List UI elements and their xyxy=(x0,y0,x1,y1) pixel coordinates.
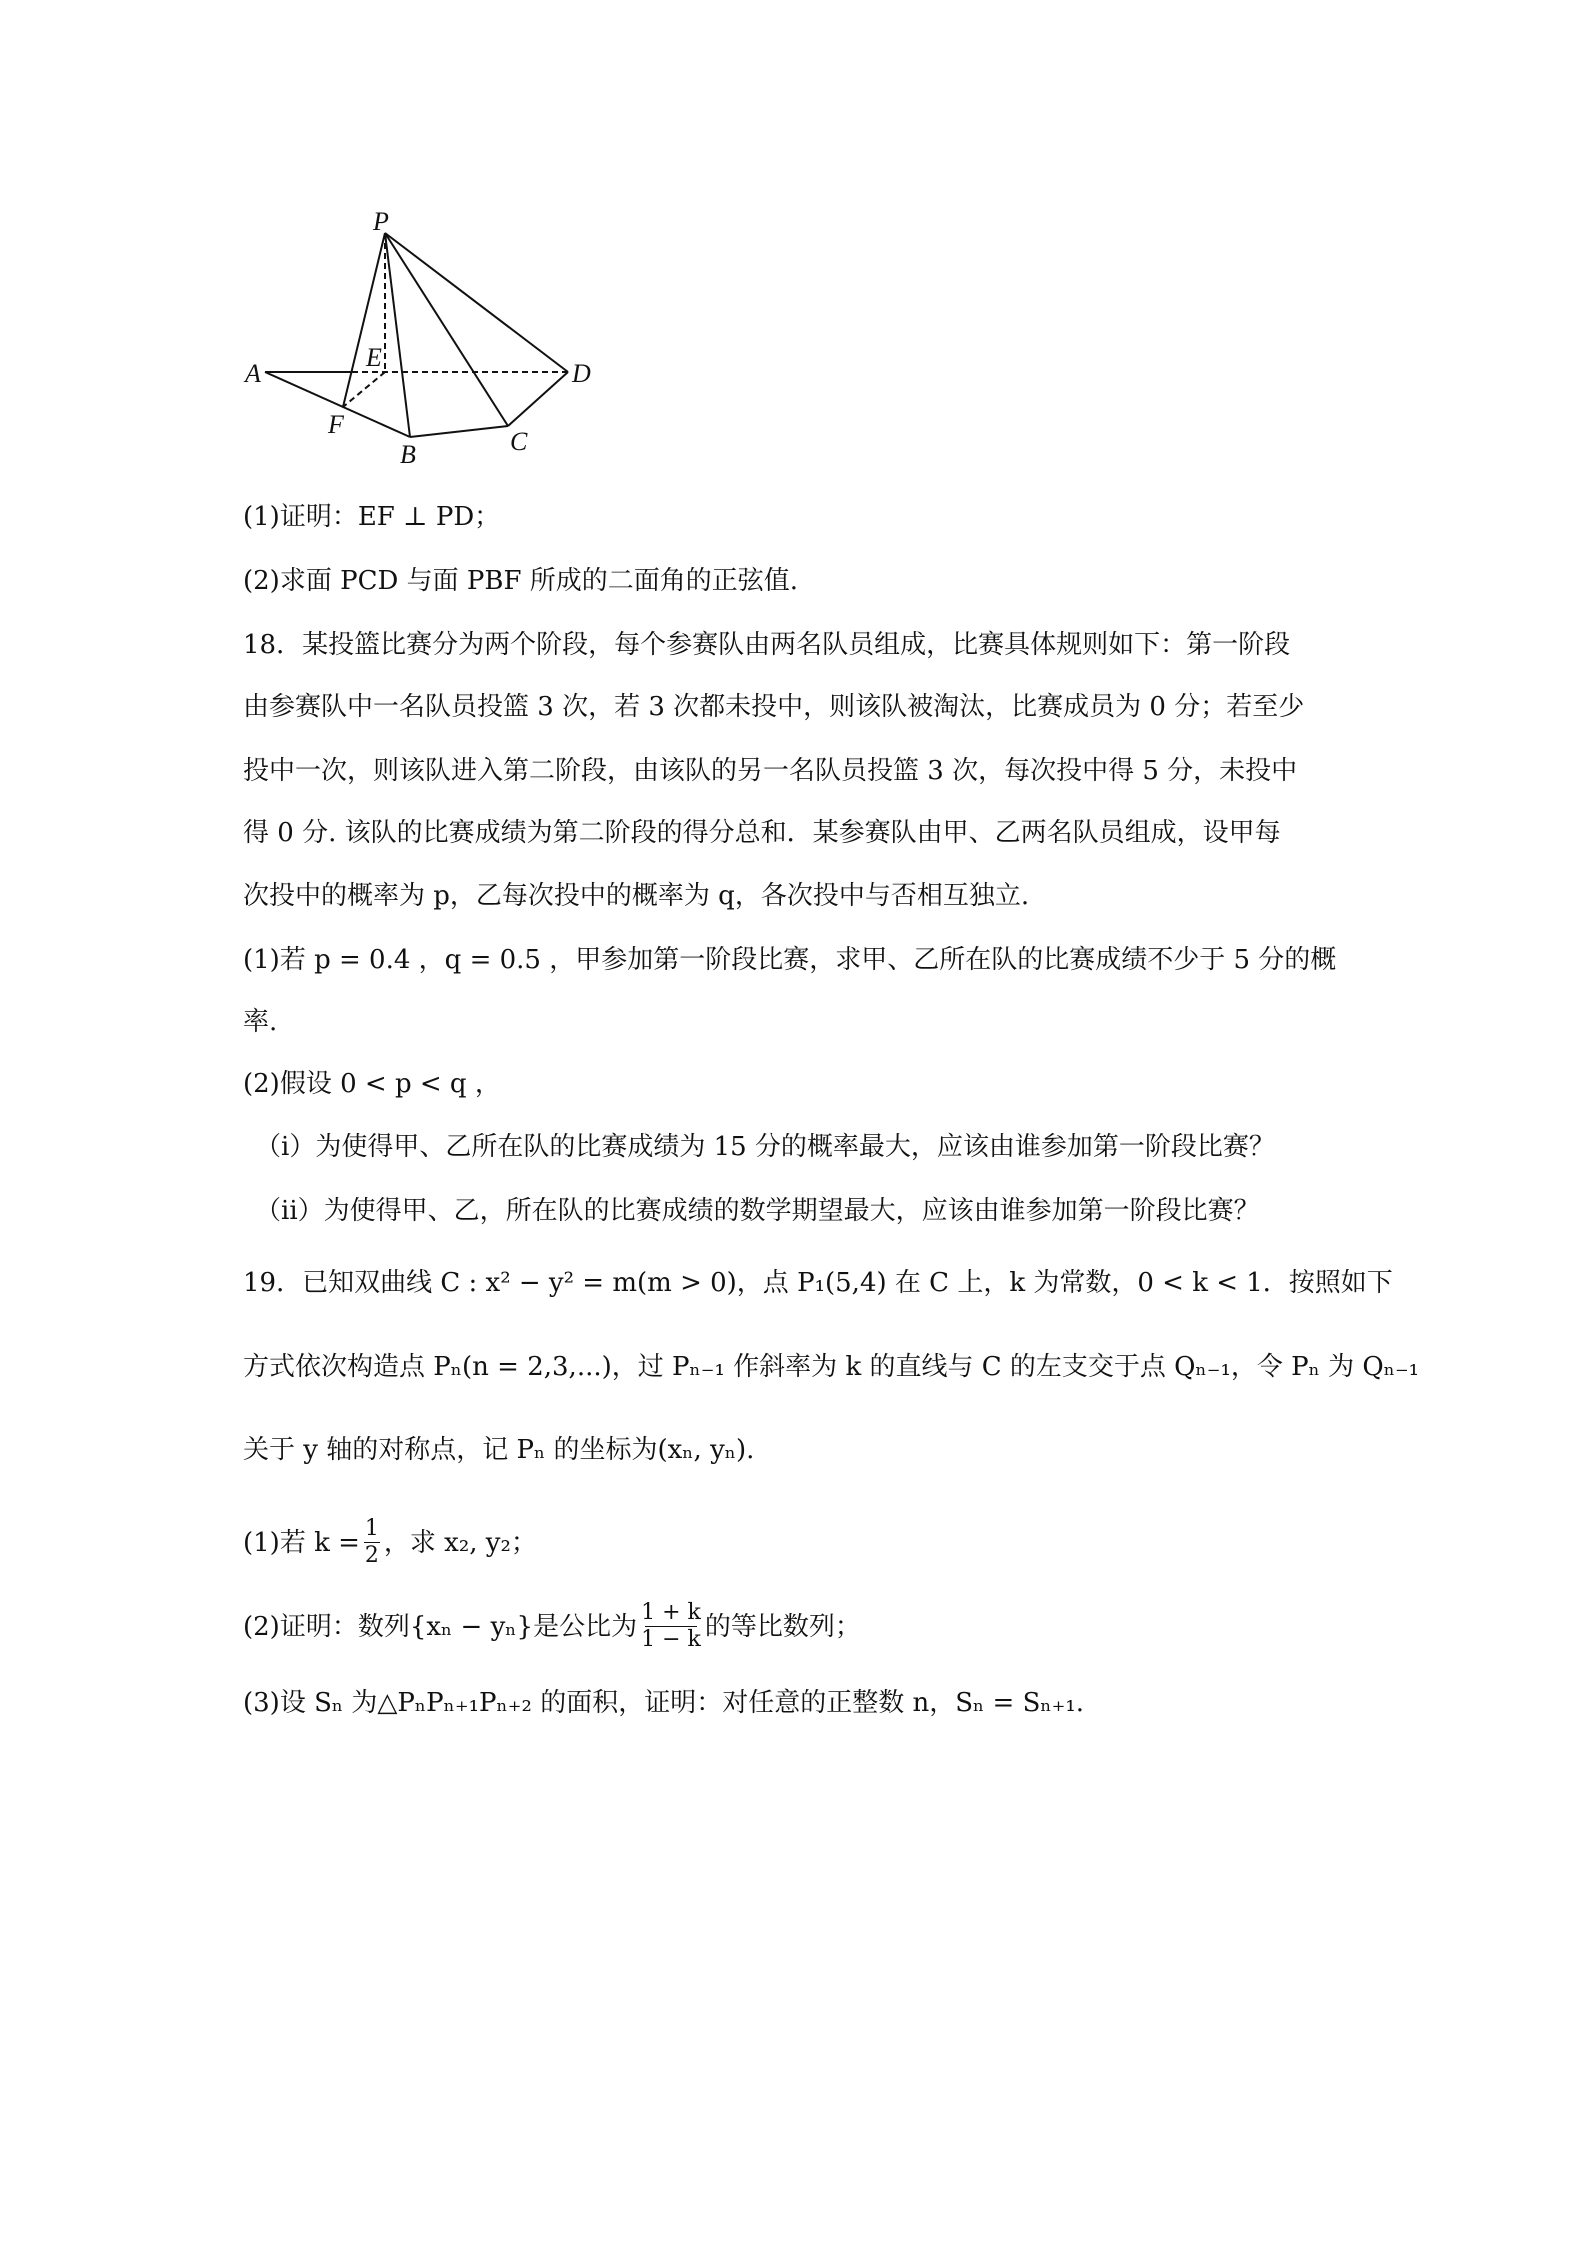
edge-PF xyxy=(343,233,385,407)
q18-part2-i: （i）为使得甲、乙所在队的比赛成绩为 15 分的概率最大，应该由谁参加第一阶段比赛？ xyxy=(255,1132,1275,1162)
edge-BC xyxy=(410,426,508,437)
q17-part2: (2)求面 PCD 与面 PBF 所成的二面角的正弦值. xyxy=(243,566,799,596)
q18-part1-a: (1)若 p = 0.4 ，q = 0.5 ，甲参加第一阶段比赛，求甲、乙所在队的比赛成绩不少于 5 分的概 xyxy=(243,945,1337,975)
pyramid-figure xyxy=(0,0,1587,600)
fraction-denominator: 1 − k xyxy=(641,1627,701,1652)
fraction-numerator: 1 + k xyxy=(641,1600,701,1625)
label-A: A xyxy=(245,359,261,388)
q18-line-4: 得 0 分. 该队的比赛成绩为第二阶段的得分总和．某参赛队由甲、乙两名队员组成，设甲每 xyxy=(243,818,1281,848)
edge-PD xyxy=(385,233,568,372)
q19-part1-prefix: (1)若 k = xyxy=(243,1527,360,1558)
q19-line-3: 关于 y 轴的对称点，记 Pₙ 的坐标为(xₙ, yₙ). xyxy=(243,1435,755,1465)
edge-CD xyxy=(508,372,568,426)
q19-part1-suffix: ，求 x₂, y₂； xyxy=(383,1527,537,1558)
q18-line-5: 次投中的概率为 p，乙每次投中的概率为 q，各次投中与否相互独立. xyxy=(243,881,1030,911)
fraction-one-half xyxy=(364,1516,380,1569)
fraction-numerator: 1 xyxy=(364,1516,379,1541)
label-E: E xyxy=(366,343,382,372)
q19-part2 xyxy=(243,1600,861,1653)
fraction-ratio xyxy=(641,1600,701,1653)
q19-line-1: 19．已知双曲线 C : x² − y² = m(m > 0)，点 P₁(5,4) 在 C 上，k 为常数，0 < k < 1．按照如下 xyxy=(243,1268,1393,1298)
label-P: P xyxy=(373,207,389,236)
q19-part1 xyxy=(243,1516,537,1569)
q19-line-2: 方式依次构造点 Pₙ(n = 2,3,...)，过 Pₙ₋₁ 作斜率为 k 的直线与 C 的左支交于点 Qₙ₋₁，令 Pₙ 为 Qₙ₋₁ xyxy=(243,1352,1420,1382)
q18-line-3: 投中一次，则该队进入第二阶段，由该队的另一名队员投篮 3 次，每次投中得 5 分，未投中 xyxy=(243,756,1298,786)
q18-part1-b: 率. xyxy=(243,1007,278,1037)
label-B: B xyxy=(400,440,416,469)
q19-part3: (3)设 Sₙ 为△PₙPₙ₊₁Pₙ₊₂ 的面积，证明：对任意的正整数 n，Sₙ = Sₙ₊₁. xyxy=(243,1688,1085,1718)
q17-part1: (1)证明：EF ⊥ PD； xyxy=(243,502,501,532)
fraction-denominator: 2 xyxy=(364,1543,379,1568)
edge-PC xyxy=(385,233,508,426)
label-F: F xyxy=(328,410,344,439)
label-C: C xyxy=(510,427,528,456)
q18-part2-ii: （ii）为使得甲、乙，所在队的比赛成绩的数学期望最大，应该由谁参加第一阶段比赛？ xyxy=(255,1196,1260,1226)
label-D: D xyxy=(572,359,591,388)
q18-part2: (2)假设 0 < p < q ， xyxy=(243,1069,501,1099)
edge-PB xyxy=(385,233,410,437)
q18-line-1: 18．某投篮比赛分为两个阶段，每个参赛队由两名队员组成，比赛具体规则如下：第一阶段 xyxy=(243,630,1291,660)
q18-line-2: 由参赛队中一名队员投篮 3 次，若 3 次都未投中，则该队被淘汰，比赛成员为 0 分；若至少 xyxy=(243,692,1305,722)
q19-part2-suffix: 的等比数列； xyxy=(704,1611,861,1642)
q19-part2-prefix: (2)证明：数列{xₙ − yₙ}是公比为 xyxy=(243,1611,638,1642)
